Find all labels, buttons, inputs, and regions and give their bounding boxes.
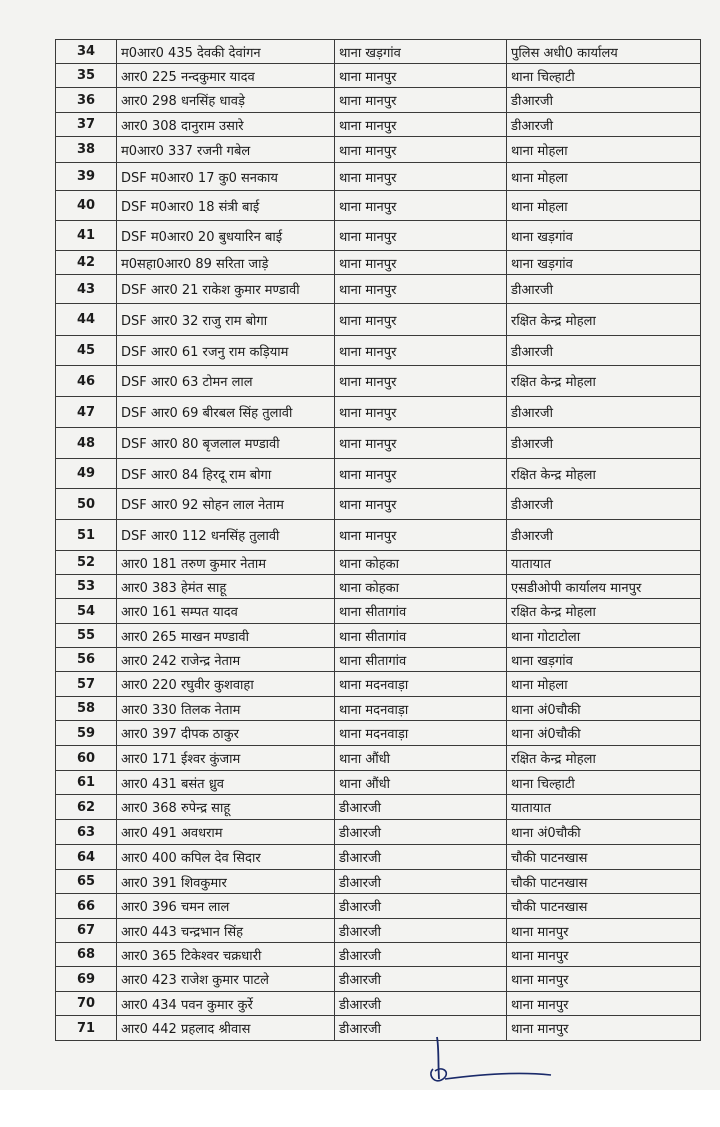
serial-number-cell: 35: [56, 64, 117, 88]
table-row: [56, 520, 701, 551]
table-row: [56, 191, 701, 221]
from-posting-cell: थाना मानपुर: [335, 191, 507, 221]
table-row: [56, 820, 701, 845]
from-posting-cell: थाना मानपुर: [335, 275, 507, 304]
table-row: [56, 919, 701, 943]
from-posting-cell: डीआरजी: [335, 870, 507, 894]
serial-number-cell: 40: [56, 191, 117, 221]
from-posting-cell: थाना सीतागांव: [335, 624, 507, 648]
employee-name-cell: DSF म0आर0 18 संत्री बाई: [117, 191, 335, 221]
to-posting-cell: थाना गोटाटोला: [507, 624, 701, 648]
serial-number-cell: 67: [56, 919, 117, 943]
serial-number-cell: 34: [56, 40, 117, 64]
from-posting-cell: थाना औंधी: [335, 746, 507, 771]
employee-name-cell: DSF आर0 32 राजु राम बोगा: [117, 304, 335, 336]
serial-number-cell: 51: [56, 520, 117, 551]
serial-number-cell: 38: [56, 137, 117, 163]
from-posting-cell: थाना मानपुर: [335, 64, 507, 88]
table-row: [56, 137, 701, 163]
employee-name-cell: आर0 161 सम्पत यादव: [117, 599, 335, 624]
table-row: [56, 336, 701, 366]
from-posting-cell: थाना मानपुर: [335, 336, 507, 366]
serial-number-cell: 48: [56, 428, 117, 459]
from-posting-cell: थाना मानपुर: [335, 459, 507, 489]
employee-name-cell: DSF आर0 112 धनसिंह तुलावी: [117, 520, 335, 551]
employee-name-cell: आर0 391 शिवकुमार: [117, 870, 335, 894]
from-posting-cell: डीआरजी: [335, 1016, 507, 1041]
serial-number-cell: 69: [56, 967, 117, 992]
employee-name-cell: आर0 423 राजेश कुमार पाटले: [117, 967, 335, 992]
employee-name-cell: आर0 220 रघुवीर कुशवाहा: [117, 672, 335, 697]
to-posting-cell: थाना मानपुर: [507, 943, 701, 967]
employee-name-cell: आर0 396 चमन लाल: [117, 894, 335, 919]
employee-name-cell: DSF आर0 21 राकेश कुमार मण्डावी: [117, 275, 335, 304]
employee-name-cell: म0आर0 435 देवकी देवांगन: [117, 40, 335, 64]
from-posting-cell: थाना मदनवाड़ा: [335, 697, 507, 721]
employee-name-cell: आर0 308 दानुराम उसारे: [117, 113, 335, 137]
employee-name-cell: आर0 383 हेमंत साहू: [117, 575, 335, 599]
from-posting-cell: थाना मानपुर: [335, 221, 507, 251]
from-posting-cell: थाना मानपुर: [335, 366, 507, 397]
serial-number-cell: 65: [56, 870, 117, 894]
serial-number-cell: 52: [56, 551, 117, 575]
to-posting-cell: डीआरजी: [507, 428, 701, 459]
serial-number-cell: 53: [56, 575, 117, 599]
to-posting-cell: चौकी पाटनखास: [507, 894, 701, 919]
employee-name-cell: आर0 181 तरुण कुमार नेताम: [117, 551, 335, 575]
from-posting-cell: थाना मानपुर: [335, 397, 507, 428]
employee-name-cell: DSF म0आर0 20 बुधयारिन बाई: [117, 221, 335, 251]
to-posting-cell: रक्षित केन्द्र मोहला: [507, 746, 701, 771]
to-posting-cell: थाना मोहला: [507, 672, 701, 697]
to-posting-cell: थाना मानपुर: [507, 919, 701, 943]
from-posting-cell: डीआरजी: [335, 967, 507, 992]
from-posting-cell: थाना मानपुर: [335, 137, 507, 163]
table-row: [56, 870, 701, 894]
serial-number-cell: 37: [56, 113, 117, 137]
table-row: [56, 251, 701, 275]
to-posting-cell: थाना मानपुर: [507, 992, 701, 1016]
table-row: [56, 648, 701, 672]
serial-number-cell: 70: [56, 992, 117, 1016]
serial-number-cell: 58: [56, 697, 117, 721]
table-row: [56, 771, 701, 795]
to-posting-cell: डीआरजी: [507, 275, 701, 304]
from-posting-cell: थाना मदनवाड़ा: [335, 721, 507, 746]
table-row: [56, 894, 701, 919]
table-row: [56, 40, 701, 64]
serial-number-cell: 59: [56, 721, 117, 746]
employee-name-cell: आर0 330 तिलक नेताम: [117, 697, 335, 721]
from-posting-cell: थाना मानपुर: [335, 304, 507, 336]
employee-name-cell: आर0 242 राजेन्द्र नेताम: [117, 648, 335, 672]
employee-name-cell: आर0 400 कपिल देव सिदार: [117, 845, 335, 870]
serial-number-cell: 44: [56, 304, 117, 336]
table-row: [56, 551, 701, 575]
employee-name-cell: DSF आर0 92 सोहन लाल नेताम: [117, 489, 335, 520]
to-posting-cell: डीआरजी: [507, 397, 701, 428]
to-posting-cell: थाना चिल्हाटी: [507, 771, 701, 795]
from-posting-cell: थाना मानपुर: [335, 163, 507, 191]
employee-name-cell: आर0 368 रुपेन्द्र साहू: [117, 795, 335, 820]
from-posting-cell: थाना सीतागांव: [335, 599, 507, 624]
from-posting-cell: थाना मदनवाड़ा: [335, 672, 507, 697]
to-posting-cell: यातायात: [507, 551, 701, 575]
serial-number-cell: 62: [56, 795, 117, 820]
from-posting-cell: थाना खड़गांव: [335, 40, 507, 64]
serial-number-cell: 66: [56, 894, 117, 919]
to-posting-cell: थाना मोहला: [507, 163, 701, 191]
table-row: [56, 1016, 701, 1041]
from-posting-cell: थाना मानपुर: [335, 88, 507, 113]
serial-number-cell: 45: [56, 336, 117, 366]
to-posting-cell: डीआरजी: [507, 520, 701, 551]
handwritten-signature: [425, 1035, 555, 1087]
table-row: [56, 163, 701, 191]
serial-number-cell: 46: [56, 366, 117, 397]
to-posting-cell: डीआरजी: [507, 336, 701, 366]
from-posting-cell: डीआरजी: [335, 820, 507, 845]
to-posting-cell: रक्षित केन्द्र मोहला: [507, 366, 701, 397]
table-row: [56, 113, 701, 137]
serial-number-cell: 47: [56, 397, 117, 428]
from-posting-cell: डीआरजी: [335, 992, 507, 1016]
serial-number-cell: 63: [56, 820, 117, 845]
from-posting-cell: थाना कोहका: [335, 551, 507, 575]
from-posting-cell: थाना मानपुर: [335, 428, 507, 459]
serial-number-cell: 49: [56, 459, 117, 489]
table-row: [56, 721, 701, 746]
serial-number-cell: 56: [56, 648, 117, 672]
serial-number-cell: 55: [56, 624, 117, 648]
table-row: [56, 366, 701, 397]
to-posting-cell: थाना मानपुर: [507, 1016, 701, 1041]
serial-number-cell: 42: [56, 251, 117, 275]
employee-name-cell: आर0 442 प्रहलाद श्रीवास: [117, 1016, 335, 1041]
employee-name-cell: आर0 397 दीपक ठाकुर: [117, 721, 335, 746]
employee-name-cell: आर0 171 ईश्वर कुंजाम: [117, 746, 335, 771]
transfer-list-body: [56, 40, 701, 1041]
employee-name-cell: म0सहा0आर0 89 सरिता जाड़े: [117, 251, 335, 275]
to-posting-cell: थाना खड़गांव: [507, 251, 701, 275]
from-posting-cell: डीआरजी: [335, 845, 507, 870]
transfer-list-table: [55, 39, 701, 1041]
serial-number-cell: 43: [56, 275, 117, 304]
employee-name-cell: DSF आर0 84 हिरदू राम बोगा: [117, 459, 335, 489]
to-posting-cell: डीआरजी: [507, 113, 701, 137]
from-posting-cell: थाना कोहका: [335, 575, 507, 599]
table-row: [56, 746, 701, 771]
from-posting-cell: थाना सीतागांव: [335, 648, 507, 672]
to-posting-cell: थाना मोहला: [507, 137, 701, 163]
from-posting-cell: डीआरजी: [335, 943, 507, 967]
serial-number-cell: 64: [56, 845, 117, 870]
table-row: [56, 221, 701, 251]
to-posting-cell: चौकी पाटनखास: [507, 845, 701, 870]
from-posting-cell: थाना औंधी: [335, 771, 507, 795]
to-posting-cell: रक्षित केन्द्र मोहला: [507, 459, 701, 489]
to-posting-cell: एसडीओपी कार्यालय मानपुर: [507, 575, 701, 599]
employee-name-cell: DSF म0आर0 17 कु0 सनकाय: [117, 163, 335, 191]
to-posting-cell: थाना अं0चौकी: [507, 721, 701, 746]
employee-name-cell: आर0 225 नन्दकुमार यादव: [117, 64, 335, 88]
table-row: [56, 672, 701, 697]
table-row: [56, 599, 701, 624]
to-posting-cell: थाना खड़गांव: [507, 221, 701, 251]
employee-name-cell: म0आर0 337 रजनी गबेल: [117, 137, 335, 163]
table-row: [56, 575, 701, 599]
employee-name-cell: DSF आर0 80 बृजलाल मण्डावी: [117, 428, 335, 459]
serial-number-cell: 50: [56, 489, 117, 520]
to-posting-cell: डीआरजी: [507, 88, 701, 113]
serial-number-cell: 41: [56, 221, 117, 251]
from-posting-cell: डीआरजी: [335, 919, 507, 943]
table-row: [56, 795, 701, 820]
table-row: [56, 428, 701, 459]
table-row: [56, 88, 701, 113]
to-posting-cell: थाना अं0चौकी: [507, 697, 701, 721]
page-bottom-margin: [0, 1090, 720, 1127]
employee-name-cell: आर0 265 माखन मण्डावी: [117, 624, 335, 648]
serial-number-cell: 60: [56, 746, 117, 771]
from-posting-cell: डीआरजी: [335, 894, 507, 919]
table-row: [56, 275, 701, 304]
table-row: [56, 489, 701, 520]
from-posting-cell: थाना मानपुर: [335, 520, 507, 551]
serial-number-cell: 68: [56, 943, 117, 967]
employee-name-cell: आर0 443 चन्द्रभान सिंह: [117, 919, 335, 943]
employee-name-cell: आर0 434 पवन कुमार कुर्रे: [117, 992, 335, 1016]
table-row: [56, 459, 701, 489]
table-row: [56, 967, 701, 992]
from-posting-cell: थाना मानपुर: [335, 251, 507, 275]
table-row: [56, 697, 701, 721]
serial-number-cell: 57: [56, 672, 117, 697]
serial-number-cell: 54: [56, 599, 117, 624]
employee-name-cell: DSF आर0 61 रजनु राम कड़ियाम: [117, 336, 335, 366]
table-row: [56, 304, 701, 336]
serial-number-cell: 71: [56, 1016, 117, 1041]
employee-name-cell: DSF आर0 69 बीरबल सिंह तुलावी: [117, 397, 335, 428]
table-row: [56, 64, 701, 88]
table-row: [56, 943, 701, 967]
serial-number-cell: 36: [56, 88, 117, 113]
to-posting-cell: पुलिस अधी0 कार्यालय: [507, 40, 701, 64]
employee-name-cell: आर0 491 अवधराम: [117, 820, 335, 845]
table-row: [56, 624, 701, 648]
table-row: [56, 992, 701, 1016]
to-posting-cell: यातायात: [507, 795, 701, 820]
employee-name-cell: आर0 365 टिकेश्वर चक्रधारी: [117, 943, 335, 967]
serial-number-cell: 61: [56, 771, 117, 795]
to-posting-cell: थाना मानपुर: [507, 967, 701, 992]
to-posting-cell: थाना चिल्हाटी: [507, 64, 701, 88]
to-posting-cell: चौकी पाटनखास: [507, 870, 701, 894]
to-posting-cell: थाना अं0चौकी: [507, 820, 701, 845]
serial-number-cell: 39: [56, 163, 117, 191]
to-posting-cell: डीआरजी: [507, 489, 701, 520]
employee-name-cell: आर0 431 बसंत ध्रुव: [117, 771, 335, 795]
employee-name-cell: आर0 298 धनसिंह धावड़े: [117, 88, 335, 113]
from-posting-cell: डीआरजी: [335, 795, 507, 820]
from-posting-cell: थाना मानपुर: [335, 113, 507, 137]
to-posting-cell: रक्षित केन्द्र मोहला: [507, 599, 701, 624]
employee-name-cell: DSF आर0 63 टोमन लाल: [117, 366, 335, 397]
table-row: [56, 397, 701, 428]
to-posting-cell: रक्षित केन्द्र मोहला: [507, 304, 701, 336]
to-posting-cell: थाना खड़गांव: [507, 648, 701, 672]
from-posting-cell: थाना मानपुर: [335, 489, 507, 520]
table-row: [56, 845, 701, 870]
to-posting-cell: थाना मोहला: [507, 191, 701, 221]
